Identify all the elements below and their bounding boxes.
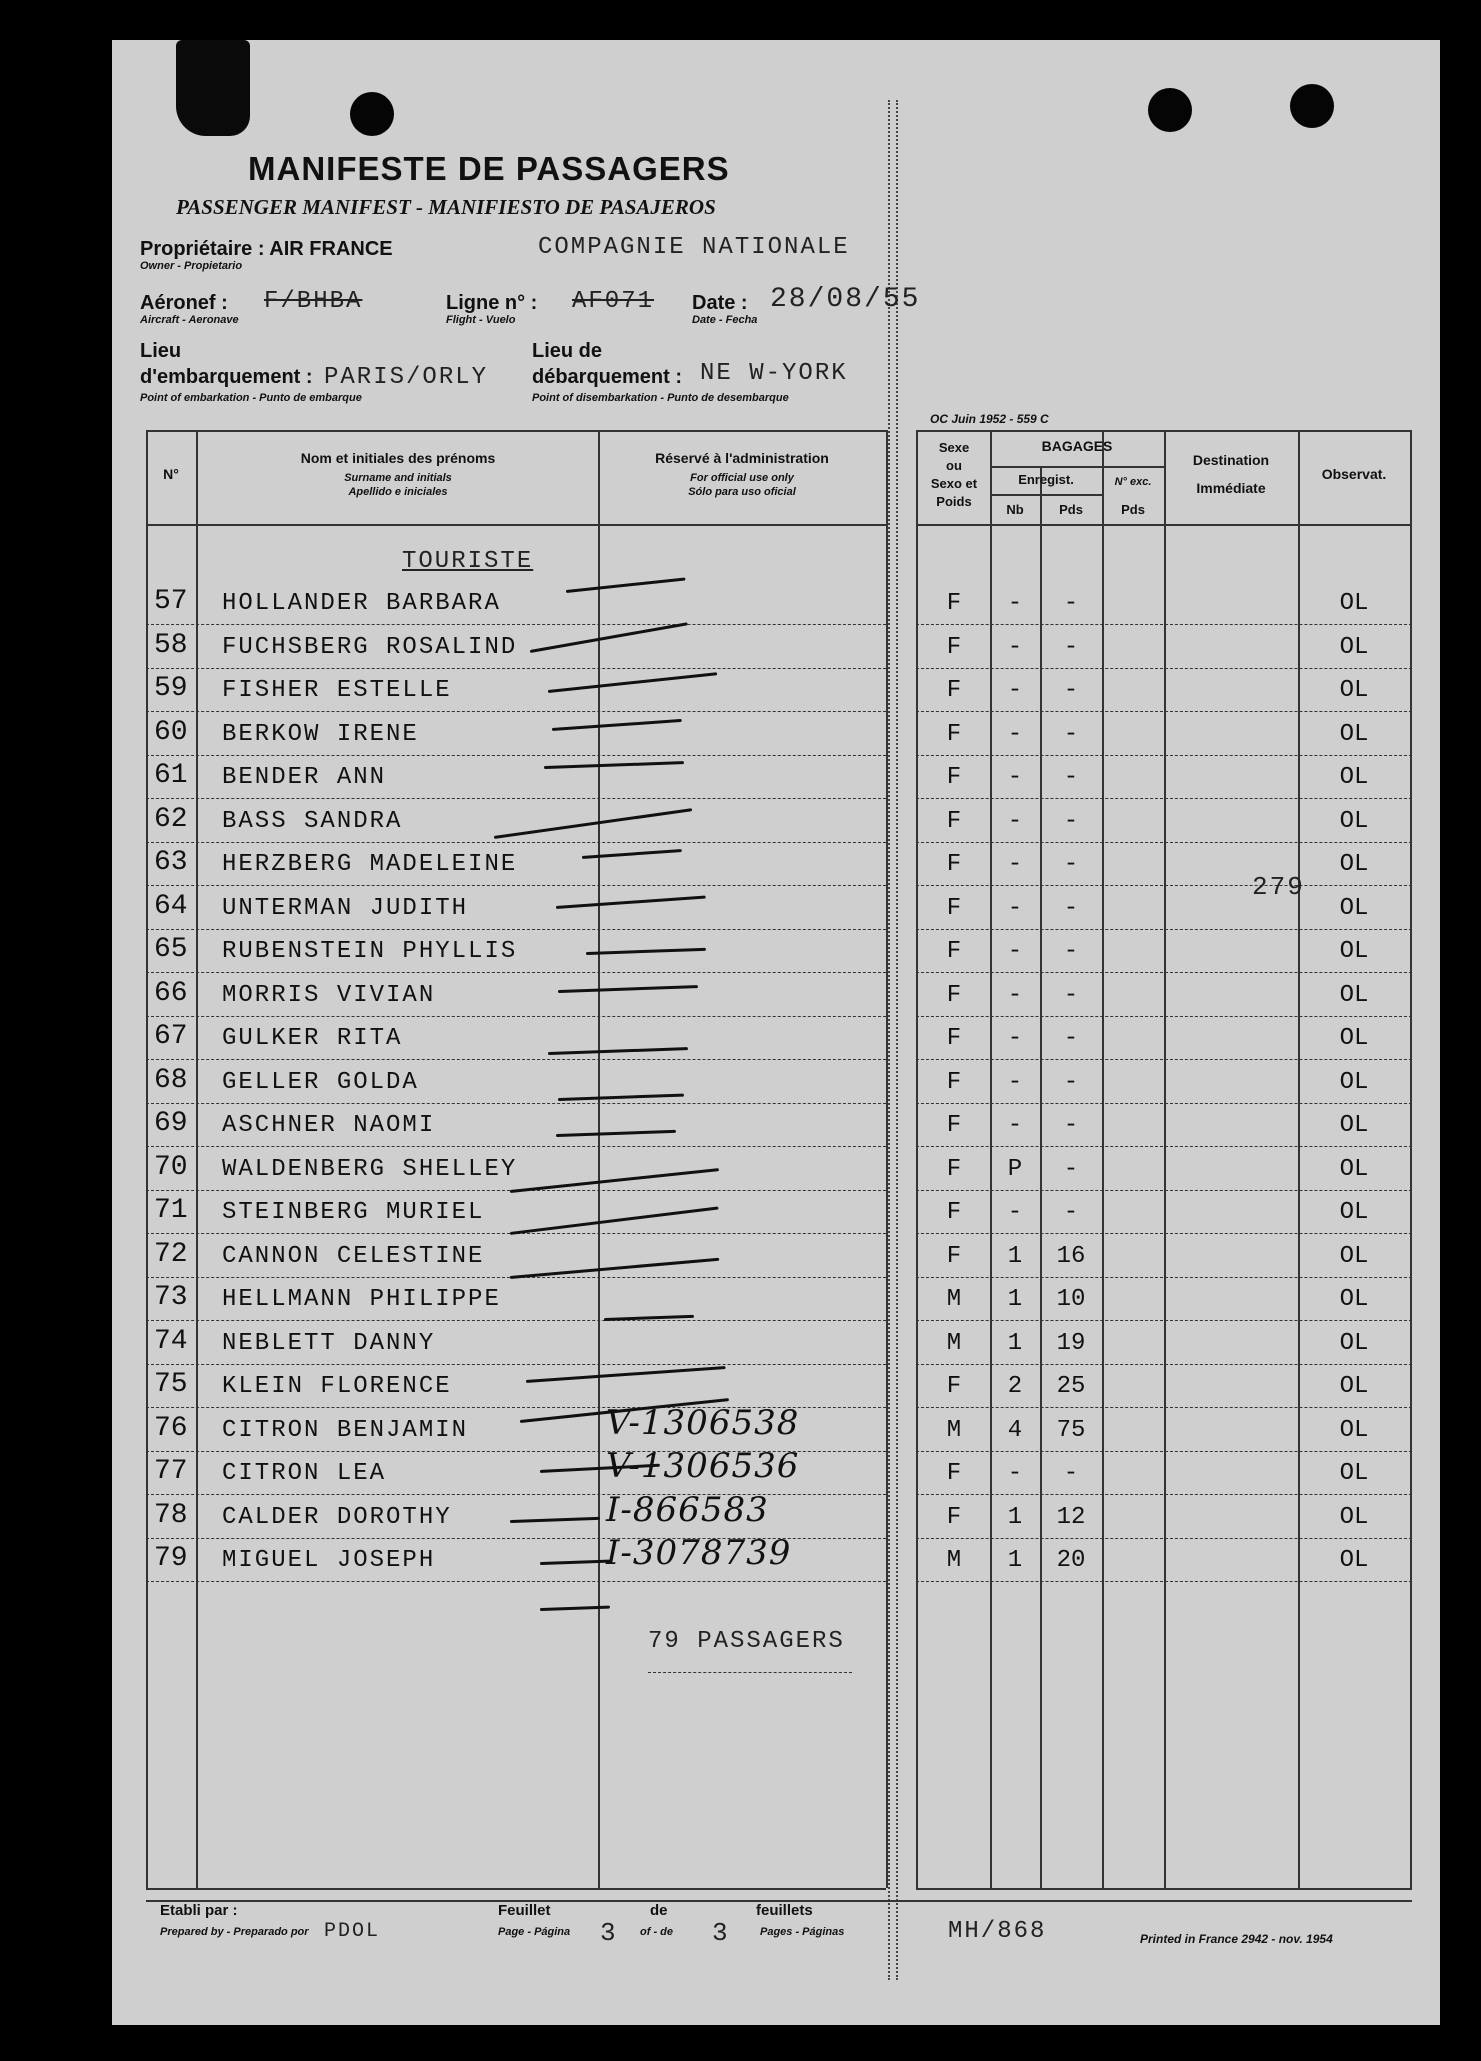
sheets-label: feuillets (756, 1902, 813, 1919)
punch-hole (350, 92, 394, 136)
col-header-sex: Sexo et (930, 476, 978, 491)
row-divider (916, 1581, 1412, 1582)
baggage-weight: - (1063, 1025, 1079, 1052)
baggage-weight: 16 (1056, 1242, 1086, 1270)
passenger-name: FISHER ESTELLE (222, 677, 452, 704)
baggage-weight: - (1063, 677, 1079, 704)
aircraft-label: Aéronef : (140, 292, 228, 314)
sex-cell: F (946, 1025, 962, 1052)
sex-cell: F (946, 938, 962, 965)
baggage-count: - (1007, 851, 1023, 878)
passenger-name: HELLMANN PHILIPPE (222, 1286, 501, 1313)
sex-cell: F (946, 1068, 962, 1096)
prepared-value: PDOL (324, 1920, 381, 1943)
baggage-weight: - (1063, 1460, 1079, 1487)
baggage-count: 1 (1007, 1329, 1023, 1357)
baggage-weight: - (1063, 938, 1079, 965)
baggage-count: 1 (1007, 1286, 1023, 1313)
row-number: 62 (154, 803, 188, 835)
row-number: 74 (154, 1325, 188, 1357)
owner-value: COMPAGNIE NATIONALE (538, 234, 850, 261)
row-divider (146, 972, 886, 973)
row-divider (146, 1146, 886, 1147)
baggage-count: P (1007, 1155, 1023, 1183)
passenger-name: MORRIS VIVIAN (222, 981, 436, 1009)
sex-cell: F (946, 720, 962, 748)
sex-cell: F (946, 981, 962, 1009)
enregist-divider (990, 494, 1102, 496)
col-border (598, 430, 600, 1888)
observation: OL (1339, 981, 1369, 1009)
col-header-admin: Réservé à l'administration (655, 450, 829, 466)
row-divider (916, 1016, 1412, 1017)
row-divider (146, 1016, 886, 1017)
passenger-name: BENDER ANN (222, 764, 387, 791)
baggage-weight: 25 (1056, 1373, 1086, 1400)
col-border (1102, 430, 1104, 1888)
fold-line (888, 100, 898, 1980)
baggage-weight: 10 (1056, 1286, 1086, 1313)
aircraft-sub: Aircraft - Aeronave (140, 314, 239, 326)
col-header-pds2: Pds (1121, 502, 1145, 517)
observation: OL (1339, 1242, 1369, 1270)
baggage-count: - (1007, 764, 1023, 791)
col-border (146, 430, 148, 1888)
passenger-name: RUBENSTEIN PHYLLIS (222, 938, 518, 965)
baggage-count: - (1007, 807, 1023, 835)
table-bottom-border (146, 1888, 886, 1890)
row-divider (146, 711, 886, 712)
observation: OL (1339, 894, 1369, 922)
row-number: 77 (154, 1456, 188, 1487)
observation: OL (1339, 1460, 1369, 1487)
observation: OL (1339, 590, 1369, 617)
document-title: MANIFESTE DE PASSAGERS (248, 150, 730, 187)
baggage-weight: - (1063, 633, 1079, 661)
observation: OL (1339, 807, 1369, 835)
baggage-count: 2 (1007, 1373, 1023, 1400)
observation: OL (1339, 1112, 1369, 1139)
observation: OL (1339, 1503, 1369, 1531)
date-sub: Date - Fecha (692, 314, 758, 326)
sex-cell: M (946, 1547, 962, 1574)
passenger-name: GELLER GOLDA (222, 1068, 419, 1096)
row-divider (916, 1451, 1412, 1452)
observation: OL (1339, 1286, 1369, 1313)
observation: OL (1339, 633, 1369, 661)
col-header-sex: ou (946, 458, 962, 473)
observation: OL (1339, 764, 1369, 791)
col-border (886, 430, 888, 1888)
owner-label: Propriétaire : AIR FRANCE (140, 238, 393, 260)
ink-blot (176, 40, 250, 136)
sheet-value: 3 (600, 1918, 618, 1948)
passenger-name: ASCHNER NAOMI (222, 1112, 436, 1139)
passenger-name: KLEIN FLORENCE (222, 1373, 452, 1400)
bagages-divider (990, 466, 1164, 468)
passenger-name: NEBLETT DANNY (222, 1329, 436, 1357)
row-divider (916, 842, 1412, 843)
baggage-count: - (1007, 1025, 1023, 1052)
baggage-count: - (1007, 1068, 1023, 1096)
row-number: 73 (154, 1282, 188, 1313)
row-divider (916, 1233, 1412, 1234)
row-divider (916, 1146, 1412, 1147)
disembark-value: NE W-YORK (700, 360, 848, 387)
row-number: 57 (154, 586, 188, 617)
row-divider (146, 1364, 886, 1365)
sex-cell: F (946, 1373, 962, 1400)
date-label: Date : (692, 292, 748, 314)
baggage-weight: - (1063, 1068, 1079, 1096)
col-header-sex: Sexe (938, 440, 970, 455)
passenger-name: UNTERMAN JUDITH (222, 894, 469, 922)
row-divider (916, 624, 1412, 625)
row-divider (916, 1277, 1412, 1278)
row-number: 78 (154, 1499, 188, 1531)
col-header-bagages: BAGAGES (1041, 438, 1113, 454)
row-number: 68 (154, 1064, 188, 1096)
baggage-count: - (1007, 981, 1023, 1009)
row-divider (146, 1494, 886, 1495)
col-header-name-sub: Apellido e iniciales (348, 486, 448, 498)
observation: OL (1339, 1025, 1369, 1052)
baggage-count: - (1007, 1199, 1023, 1226)
sex-cell: F (946, 1460, 962, 1487)
baggage-weight: - (1063, 1199, 1079, 1226)
sex-cell: F (946, 677, 962, 704)
row-divider (916, 1103, 1412, 1104)
table-bottom-border-right (916, 1888, 1412, 1890)
sex-cell: F (946, 1503, 962, 1531)
observation: OL (1339, 1416, 1369, 1444)
baggage-weight: - (1063, 851, 1079, 878)
col-header-destination: Immédiate (1196, 480, 1266, 496)
observation: OL (1339, 1373, 1369, 1400)
col-header-name-sub: Surname and initials (344, 472, 452, 484)
row-number: 64 (154, 890, 188, 922)
sex-cell: F (946, 1155, 962, 1183)
row-number: 67 (154, 1021, 188, 1052)
punch-hole (1148, 88, 1192, 132)
observation: OL (1339, 1547, 1369, 1574)
baggage-count: - (1007, 633, 1023, 661)
of-sub: of - de (640, 1926, 673, 1938)
row-divider (146, 755, 886, 756)
row-divider (146, 929, 886, 930)
row-divider (916, 711, 1412, 712)
col-header-pds: Pds (1059, 502, 1083, 517)
baggage-count: - (1007, 1112, 1023, 1139)
sex-cell: F (946, 1112, 962, 1139)
reference-code: MH/868 (948, 1918, 1047, 1945)
observation: OL (1339, 720, 1369, 748)
baggage-count: 1 (1007, 1503, 1023, 1531)
row-divider (916, 1407, 1412, 1408)
baggage-weight: - (1063, 720, 1079, 748)
row-divider (146, 624, 886, 625)
row-number: 72 (154, 1238, 188, 1270)
passenger-name: HOLLANDER BARBARA (222, 590, 501, 617)
row-divider (916, 1364, 1412, 1365)
baggage-weight: 75 (1056, 1416, 1086, 1444)
baggage-weight: - (1063, 894, 1079, 922)
row-number: 75 (154, 1369, 188, 1400)
col-header-nexc: N° exc. (1114, 476, 1152, 488)
col-border (1410, 430, 1412, 1888)
flight-sub: Flight - Vuelo (446, 314, 516, 326)
sex-cell: F (946, 1199, 962, 1226)
passenger-name: STEINBERG MURIEL (222, 1199, 485, 1226)
disembark-label-1: Lieu de (532, 340, 603, 362)
passenger-name: MIGUEL JOSEPH (222, 1547, 436, 1574)
embark-label-1: Lieu (140, 340, 182, 362)
baggage-weight: 12 (1056, 1503, 1086, 1531)
row-number: 58 (154, 629, 188, 661)
row-divider (916, 1320, 1412, 1321)
row-number: 70 (154, 1151, 188, 1183)
baggage-weight: - (1063, 590, 1079, 617)
row-number: 65 (154, 934, 188, 965)
row-divider (146, 1581, 886, 1582)
class-label: TOURISTE (402, 548, 534, 575)
admin-number: V-1306536 (606, 1446, 800, 1486)
of-value: 3 (712, 1918, 730, 1948)
printed-info: Printed in France 2942 - nov. 1954 (1140, 1932, 1333, 1946)
passenger-name: BASS SANDRA (222, 807, 403, 835)
sex-cell: F (946, 633, 962, 661)
row-number: 76 (154, 1412, 188, 1444)
admin-number: V-1306538 (606, 1402, 800, 1443)
sheet-label: Feuillet (498, 1902, 551, 1919)
baggage-count: - (1007, 1460, 1023, 1487)
row-divider (146, 1059, 886, 1060)
sex-cell: F (946, 851, 962, 878)
row-number: 69 (154, 1108, 188, 1139)
sex-cell: M (946, 1286, 962, 1313)
aircraft-value: F/BHBA (264, 288, 363, 315)
baggage-weight: - (1063, 807, 1079, 835)
admin-number: I-3078739 (606, 1533, 792, 1573)
prepared-label: Etabli par : (160, 1902, 238, 1919)
row-divider (916, 1059, 1412, 1060)
baggage-weight: - (1063, 1155, 1079, 1183)
embark-sub: Point of embarkation - Punto de embarque (140, 392, 362, 404)
col-header-enregist: Enregist. (1018, 472, 1074, 487)
passenger-name: CITRON LEA (222, 1460, 387, 1487)
observation: OL (1339, 1329, 1369, 1357)
owner-sub: Owner - Propietario (140, 260, 243, 272)
embark-label-2: d'embarquement : (140, 366, 313, 388)
row-number: 66 (154, 977, 188, 1009)
flight-value: AF071 (572, 288, 655, 315)
embark-value: PARIS/ORLY (324, 364, 489, 391)
destination-note: 279 (1252, 872, 1305, 902)
row-number: 63 (154, 847, 188, 878)
of-label: de (650, 1902, 668, 1919)
sex-cell: F (946, 764, 962, 791)
baggage-weight: - (1063, 981, 1079, 1009)
row-number: 59 (154, 673, 188, 704)
passenger-name: CANNON CELESTINE (222, 1242, 485, 1270)
baggage-count: - (1007, 720, 1023, 748)
row-divider (146, 798, 886, 799)
sex-cell: F (946, 1242, 962, 1270)
passenger-name: GULKER RITA (222, 1025, 403, 1052)
passenger-name: CITRON BENJAMIN (222, 1416, 469, 1444)
row-divider (916, 755, 1412, 756)
baggage-count: - (1007, 677, 1023, 704)
row-divider (146, 1320, 886, 1321)
table-top-border (146, 430, 886, 432)
sheet-sub: Page - Página (498, 1926, 571, 1938)
document-subtitle: PASSENGER MANIFEST - MANIFIESTO DE PASAJEROS (176, 195, 716, 219)
observation: OL (1339, 938, 1369, 965)
baggage-weight: - (1063, 764, 1079, 791)
passenger-name: WALDENBERG SHELLEY (222, 1155, 518, 1183)
baggage-weight: - (1063, 1112, 1079, 1139)
row-divider (146, 668, 886, 669)
col-header-observ: Observat. (1321, 466, 1387, 482)
form-code: OC Juin 1952 - 559 C (930, 412, 1049, 426)
baggage-count: 1 (1007, 1547, 1023, 1574)
row-divider (916, 1494, 1412, 1495)
sex-cell: M (946, 1416, 962, 1444)
baggage-count: 4 (1007, 1416, 1023, 1444)
observation: OL (1339, 1068, 1369, 1096)
baggage-count: - (1007, 938, 1023, 965)
col-header-name: Nom et initiales des prénoms (300, 450, 496, 466)
prepared-sub: Prepared by - Preparado por (160, 1926, 309, 1938)
flight-label: Ligne n° : (446, 292, 538, 314)
baggage-count: 1 (1007, 1242, 1023, 1270)
disembark-sub: Point of disembarkation - Punto de desembarque (532, 392, 789, 404)
row-divider (146, 1103, 886, 1104)
sex-cell: F (946, 894, 962, 922)
passenger-name: HERZBERG MADELEINE (222, 851, 518, 878)
date-value: 28/08/55 (770, 284, 921, 315)
total-underline (648, 1672, 852, 1673)
passenger-name: CALDER DOROTHY (222, 1503, 452, 1531)
row-number: 60 (154, 716, 188, 748)
row-divider (916, 929, 1412, 930)
sex-cell: M (946, 1329, 962, 1357)
passenger-name: FUCHSBERG ROSALIND (222, 633, 518, 661)
row-number: 79 (154, 1543, 188, 1574)
punch-hole (1290, 84, 1334, 128)
passenger-total: 79 PASSAGERS (648, 1628, 845, 1655)
observation: OL (1339, 851, 1369, 878)
passenger-name: BERKOW IRENE (222, 720, 419, 748)
observation: OL (1339, 677, 1369, 704)
baggage-count: - (1007, 590, 1023, 617)
row-divider (916, 885, 1412, 886)
col-border (1164, 430, 1166, 1888)
row-divider (916, 1538, 1412, 1539)
col-header-admin-sub: Sólo para uso oficial (688, 486, 796, 498)
row-number: 61 (154, 760, 188, 791)
admin-number: I-866583 (606, 1489, 769, 1530)
baggage-count: - (1007, 894, 1023, 922)
col-header-nb: Nb (1006, 502, 1024, 517)
baggage-weight: 20 (1056, 1547, 1086, 1574)
row-divider (146, 885, 886, 886)
disembark-label-2: débarquement : (532, 366, 683, 388)
sex-cell: F (946, 807, 962, 835)
baggage-weight: 19 (1056, 1329, 1086, 1357)
col-header-admin-sub: For official use only (690, 472, 794, 484)
sex-cell: F (946, 590, 962, 617)
row-number: 71 (154, 1195, 188, 1226)
col-header-no: N° (163, 466, 179, 482)
col-header-destination: Destination (1192, 452, 1270, 468)
observation: OL (1339, 1199, 1369, 1226)
row-divider (146, 842, 886, 843)
row-divider (916, 972, 1412, 973)
col-header-sex: Poids (936, 494, 972, 509)
row-divider (916, 668, 1412, 669)
row-divider (916, 798, 1412, 799)
observation: OL (1339, 1155, 1369, 1183)
table-header-bottom (146, 524, 886, 526)
sheets-sub: Pages - Páginas (760, 1926, 845, 1938)
row-divider (916, 1190, 1412, 1191)
